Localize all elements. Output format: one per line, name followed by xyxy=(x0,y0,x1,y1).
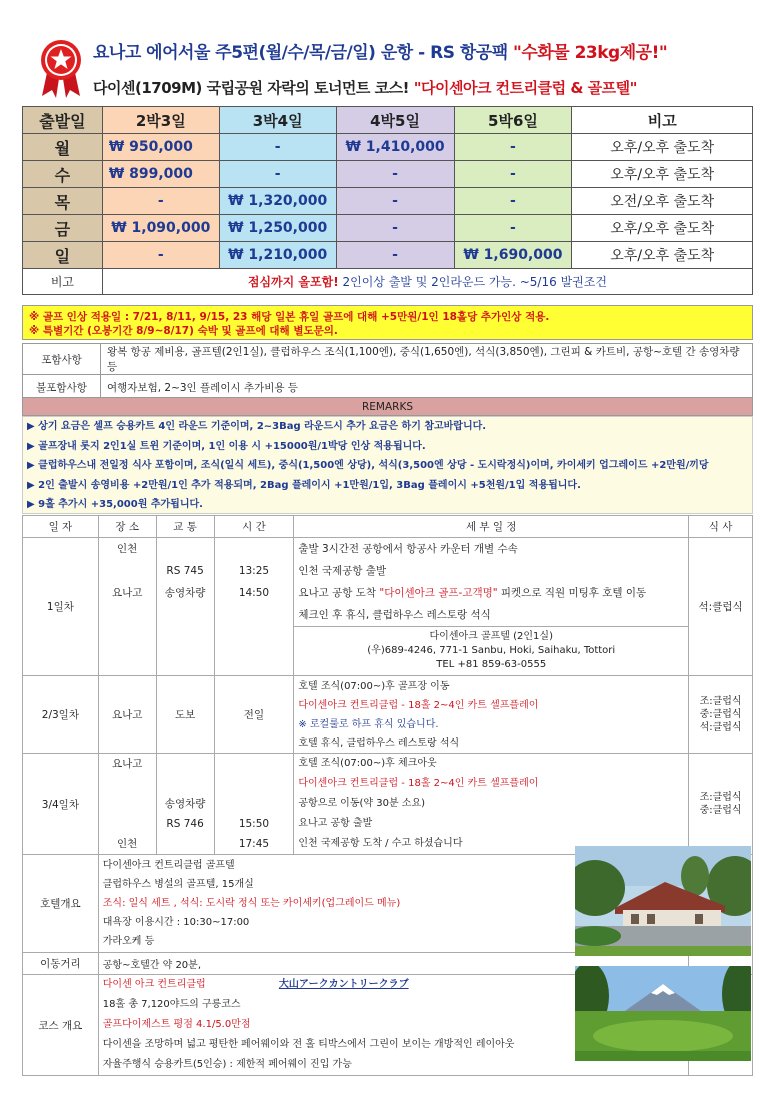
price-row-thu xyxy=(23,188,753,215)
course-name-jp-link[interactable]: 大山アークカントリークラブ xyxy=(278,979,409,990)
header-day: 일 자 xyxy=(23,516,99,538)
detail-text: 피켓으로 직원 미팅후 호텔 이동 xyxy=(497,587,647,599)
transport-text: 송영차량 xyxy=(164,587,206,599)
transport-text xyxy=(157,538,214,560)
day2-label: 2/3일차 xyxy=(23,676,99,754)
distance-text: 공항~호텔간 약 20분, xyxy=(98,953,688,975)
note-cell: 오후/오후 출도착 xyxy=(572,134,753,161)
header-transport: 교 통 xyxy=(156,516,214,538)
remarks-list xyxy=(22,416,753,514)
place-text xyxy=(99,794,156,814)
hotel-label: 호텔개요 xyxy=(23,855,99,953)
place-text xyxy=(99,774,156,794)
course-label: 코스 개요 xyxy=(23,975,99,1076)
remarks-title: REMARKS xyxy=(22,397,753,416)
time-text xyxy=(215,604,294,626)
time-text: 13:25 xyxy=(238,565,270,577)
page-subtitle xyxy=(93,77,637,98)
detail-line: 호텔 조식(07:00~)후 골프장 이동 xyxy=(298,680,450,692)
day1-label: 1일차 xyxy=(23,538,99,676)
transport-text: 송영차량 xyxy=(164,798,206,810)
price-row-mon xyxy=(23,134,753,161)
header-departure: 출발일 xyxy=(23,107,103,134)
course-line: 자율주행식 승용카트(5인승) : 제한적 페어웨이 진입 가능 xyxy=(102,1059,352,1070)
detail-text: 요나고 공항 도착 xyxy=(298,587,380,599)
header-meal: 식 사 xyxy=(689,516,753,538)
day1-times xyxy=(214,538,294,676)
day3-places xyxy=(98,754,156,855)
price-cell: - xyxy=(336,242,454,269)
transport-text xyxy=(157,774,214,794)
day-cell: 월 xyxy=(23,134,103,161)
detail-line xyxy=(294,582,688,604)
included-row xyxy=(23,344,753,375)
excluded-text: 여행자보험, 2~3인 플레이시 추가비용 등 xyxy=(101,375,753,401)
remark-cell xyxy=(102,269,752,295)
hotel-tel: TEL +81 859-63-0555 xyxy=(436,659,547,670)
detail-line: ※ 로컬룰로 하프 휴식 있습니다. xyxy=(298,718,439,730)
price-header-row xyxy=(23,107,753,134)
price-cell: ₩ 1,410,000 xyxy=(336,134,454,161)
day3-details xyxy=(294,754,689,855)
transport-text xyxy=(157,604,214,626)
detail-line: 출발 3시간전 공항에서 항공사 카운터 개별 수속 xyxy=(298,543,518,555)
price-row-wed xyxy=(23,161,753,188)
place-text: 요나고 xyxy=(111,587,143,599)
course-line: 18홀 총 7,120야드의 구릉코스 xyxy=(102,999,241,1010)
hotel-name: 다이센아크 골프텔 (2인1실) xyxy=(429,631,553,642)
header-note: 비고 xyxy=(572,107,753,134)
transport-text: RS 746 xyxy=(166,818,204,830)
price-cell: ₩ 950,000 xyxy=(102,134,219,161)
remark-text: 2인이상 출발 및 2인라운드 가능. ~5/16 발권조건 xyxy=(338,275,607,289)
place-text: 인천 xyxy=(117,838,138,850)
day3-meals xyxy=(689,754,753,855)
detail-line: 요나고 공항 출발 xyxy=(298,818,373,829)
course-line: 다이센을 조망하며 넓고 평탄한 페어웨이와 전 홀 티박스에서 그린이 보이는 개방적인 레이아웃 xyxy=(102,1039,515,1050)
detail-line: 인천 국제공항 도착 / 수고 하셨습니다 xyxy=(298,838,463,849)
course-line: 골프다이제스트 평점 4.1/5.0만점 xyxy=(102,1019,251,1030)
transport-text xyxy=(157,834,214,854)
header-time: 시 간 xyxy=(214,516,294,538)
note-cell: 오전/오후 출도착 xyxy=(572,188,753,215)
day2-details xyxy=(294,676,689,754)
remark-item: ▶ 2인 출발시 송영비용 +2만원/1인 추가 적용되며, 2Bag 플레이시 +1만원/1입, 3Bag 플레이시 +5천원/1입 적용됩니다. xyxy=(27,479,581,491)
subtitle-main: 다이센(1709M) 국립공원 자락의 토너먼트 코스! xyxy=(93,79,414,97)
place-text: 인천 xyxy=(117,543,138,555)
place-text: 요나고 xyxy=(111,758,143,770)
price-row-fri xyxy=(23,215,753,242)
time-text: 15:50 xyxy=(238,818,270,830)
price-cell: ₩ 1,690,000 xyxy=(454,242,572,269)
included-text: 왕복 항공 제비용, 골프텔(2인1실), 클럽하우스 조식(1,100엔), 중식(1,650엔), 석식(3,850엔), 그린피 & 카트비, 공항~호텔 간 송영차량 등 xyxy=(101,344,753,375)
detail-line: 인천 국제공항 출발 xyxy=(298,565,387,577)
included-label: 포함사항 xyxy=(23,344,101,375)
place-text xyxy=(99,814,156,834)
remark-label: 비고 xyxy=(23,269,103,295)
surcharge-line-2: ※ 특별기간 (오봉기간 8/9~8/17) 숙박 및 골프에 대해 별도문의. xyxy=(29,325,338,337)
excluded-label: 불포함사항 xyxy=(23,375,101,401)
header-2n3d: 2박3일 xyxy=(102,107,219,134)
award-badge-icon xyxy=(38,38,84,98)
day3-label: 3/4일차 xyxy=(23,754,99,855)
header-3n4d: 3박4일 xyxy=(219,107,336,134)
day-cell: 목 xyxy=(23,188,103,215)
detail-line: 체크인 후 휴식, 클럽하우스 레스토랑 석식 xyxy=(298,609,491,621)
clubhouse-photo xyxy=(575,846,751,956)
detail-line: 호텔 휴식, 클럽하우스 레스토랑 석식 xyxy=(298,737,460,749)
title-highlight: "수화물 23kg제공!" xyxy=(513,43,668,63)
header-5n6d: 5박6일 xyxy=(454,107,572,134)
day2-transport: 도보 xyxy=(156,676,214,754)
detail-line: 다이센아크 컨트리클럽 - 18홀 2~4인 카트 셀프플레이 xyxy=(298,778,539,789)
price-cell: ₩ 899,000 xyxy=(102,161,219,188)
time-text xyxy=(215,754,294,774)
transport-text xyxy=(157,754,214,774)
price-cell: - xyxy=(336,215,454,242)
price-cell: ₩ 1,210,000 xyxy=(219,242,336,269)
day1-details xyxy=(294,538,689,676)
day1-transport xyxy=(156,538,214,676)
time-text: 14:50 xyxy=(238,587,270,599)
price-cell: ₩ 1,320,000 xyxy=(219,188,336,215)
price-cell: - xyxy=(102,188,219,215)
page-title xyxy=(93,38,667,63)
time-text xyxy=(215,774,294,794)
price-cell: - xyxy=(336,188,454,215)
hotel-line: 대욕장 이용시간 : 10:30~17:00 xyxy=(102,917,250,928)
price-cell: - xyxy=(219,161,336,188)
meal-text: 조:클럽식 xyxy=(699,792,742,803)
hotel-line: 조식: 일식 세트 , 석식: 도시락 정식 또는 카이세키(업그레이드 메뉴) xyxy=(102,898,401,909)
day-cell: 수 xyxy=(23,161,103,188)
hotel-line: 클럽하우스 병설의 골프텔, 15개실 xyxy=(102,879,254,890)
price-cell: ₩ 1,090,000 xyxy=(102,215,219,242)
detail-line: 공항으로 이동(약 30분 소요) xyxy=(298,798,426,809)
price-remark-row xyxy=(23,269,753,295)
inclusions-table xyxy=(22,343,753,401)
price-cell: ₩ 1,250,000 xyxy=(219,215,336,242)
hotel-line: 가라오케 등 xyxy=(102,936,155,947)
note-cell: 오후/오후 출도착 xyxy=(572,215,753,242)
schedule-header-row xyxy=(23,516,753,538)
price-cell: - xyxy=(454,215,572,242)
meal-text: 조:클럽식 xyxy=(699,696,742,707)
price-cell: - xyxy=(454,161,572,188)
day1-places xyxy=(98,538,156,676)
day3-times xyxy=(214,754,294,855)
time-text xyxy=(215,794,294,814)
price-cell: - xyxy=(454,188,572,215)
detail-red-text: "다이센아크 골프-고객명" xyxy=(379,587,498,599)
detail-line: 다이센아크 컨트리클럽 - 18홀 2~4인 카트 셀프플레이 xyxy=(298,699,539,711)
price-cell: - xyxy=(219,134,336,161)
price-table xyxy=(22,106,753,295)
title-main: 요나고 에어서울 주5편(월/수/목/금/일) 운항 - RS 항공팩 xyxy=(93,43,514,63)
meal-text: 석:클럽식 xyxy=(699,722,742,733)
subtitle-highlight: "다이센아크 컨트리클럽 & 골프텔" xyxy=(413,79,637,97)
header-details: 세 부 일 정 xyxy=(294,516,689,538)
remark-red: 점심까지 올포함! xyxy=(247,275,339,289)
price-cell: - xyxy=(336,161,454,188)
day2-time: 전일 xyxy=(214,676,294,754)
schedule-day1 xyxy=(23,538,753,676)
time-text: 17:45 xyxy=(238,838,270,850)
remark-item: ▶ 클럽하우스내 전일정 식사 포함이며, 조식(일식 세트), 중식(1,500엔 상당), 석식(3,500엔 상당 - 도시락정식)이며, 카이세키 업그레이드 +2만원/끼당 xyxy=(27,460,709,471)
day1-meal: 석:클럽식 xyxy=(689,538,753,676)
schedule-day2 xyxy=(23,676,753,754)
header-place: 장 소 xyxy=(98,516,156,538)
remark-item: ▶ 9홀 추가시 +35,000원 추가됩니다. xyxy=(27,499,203,510)
detail-line: 호텔 조식(07:00~)후 체크아웃 xyxy=(298,758,437,769)
day3-transport xyxy=(156,754,214,855)
surcharge-line-1: ※ 골프 인상 적용일 : 7/21, 8/11, 9/15, 23 해당 일본 휴일 골프에 대해 +5만원/1인 18홀당 추가인상 적용. xyxy=(29,311,550,323)
hotel-address: (우)689-4246, 771-1 Sanbu, Hoki, Saihaku, Tottori xyxy=(367,645,616,656)
price-cell: - xyxy=(102,242,219,269)
place-text xyxy=(99,560,156,582)
note-cell: 오후/오후 출도착 xyxy=(572,242,753,269)
note-cell: 오후/오후 출도착 xyxy=(572,161,753,188)
schedule-day3 xyxy=(23,754,753,855)
price-row-sun xyxy=(23,242,753,269)
golf-course-photo xyxy=(575,966,751,1061)
meal-text: 중:클럽식 xyxy=(699,709,742,720)
day2-place: 요나고 xyxy=(98,676,156,754)
transport-text: RS 745 xyxy=(166,565,204,577)
remark-item: ▶ 상기 요금은 셀프 승용카트 4인 라운드 기준이며, 2~3Bag 라운드시 추가 요금은 하기 참고바랍니다. xyxy=(27,421,487,432)
place-text xyxy=(99,604,156,626)
surcharge-notice xyxy=(22,305,753,340)
day-cell: 일 xyxy=(23,242,103,269)
day-cell: 금 xyxy=(23,215,103,242)
distance-label: 이동거리 xyxy=(23,953,99,975)
hotel-info-box xyxy=(294,626,688,675)
hotel-line: 다이센아크 컨트리클럽 골프텔 xyxy=(102,860,235,871)
day2-meals xyxy=(689,676,753,754)
time-text xyxy=(215,538,294,560)
course-name: 다이센 아크 컨트리클럽 xyxy=(102,979,206,990)
price-cell: - xyxy=(454,134,572,161)
remark-item: ▶ 골프장내 롯지 2인1실 트윈 기준이며, 1인 이용 시 +15000원/1박당 인상 적용됩니다. xyxy=(27,440,426,452)
meal-text: 중:클럽식 xyxy=(699,805,742,816)
header-4n5d: 4박5일 xyxy=(336,107,454,134)
